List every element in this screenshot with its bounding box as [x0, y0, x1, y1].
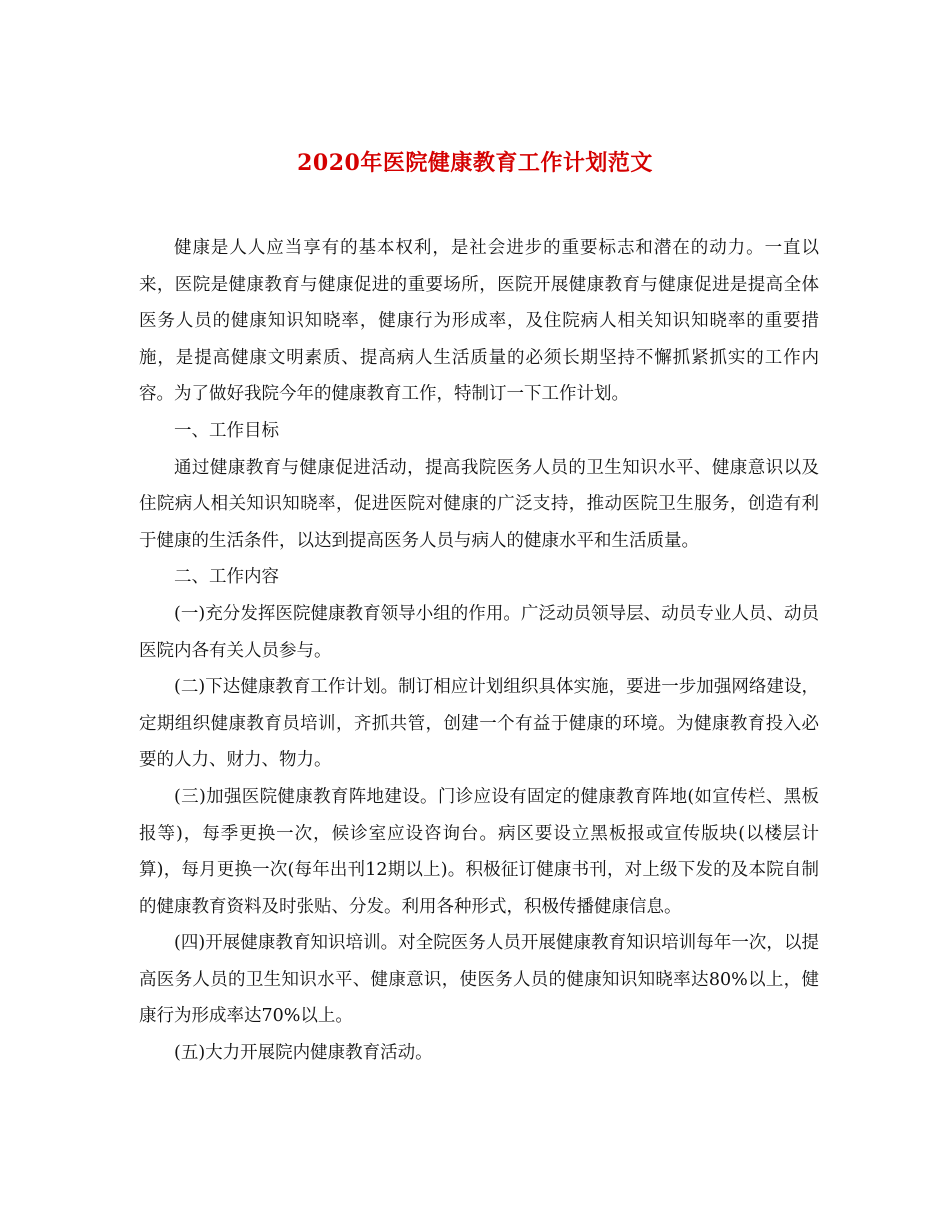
section-heading-content: 二、工作内容 [174, 567, 279, 588]
section-heading-goals: 一、工作目标 [174, 420, 279, 441]
paragraph-item-1: (一)充分发挥医院健康教育领导小组的作用。广泛动员领导层、动员专业人员、动员医院内各有关人员参与。 [139, 603, 819, 661]
paragraph-item-2: (二)下达健康教育工作计划。制订相应计划组织具体实施，要进一步加强网络建设，定期组织健康教育员培训，齐抓共管，创建一个有益于健康的环境。为健康教育投入必要的人力、财力、物力。 [139, 677, 819, 771]
document-title: 2020年医院健康教育工作计划范文 [297, 150, 653, 176]
paragraph-item-5: (五)大力开展院内健康教育活动。 [174, 1043, 433, 1064]
paragraph-item-4: (四)开展健康教育知识培训。对全院医务人员开展健康教育知识培训每年一次，以提高医务人员的卫生知识水平、健康意识，使医务人员的健康知识知晓率达80%以上，健康行为形成率达70%以上。 [139, 933, 819, 1027]
paragraph-item-3: (三)加强医院健康教育阵地建设。门诊应设有固定的健康教育阵地(如宣传栏、黑板报等)，每季更换一次，候诊室应设咨询台。病区要设立黑板报或宣传版块(以楼层计算)，每月更换一次(每年出刊12期以上)。积极征订健康书刊，对上级下发的及本院自制的健康教育资料及时张贴、分发。利用各种形式，积极传播健康信息。 [139, 786, 819, 917]
paragraph-intro: 健康是人人应当享有的基本权利，是社会进步的重要标志和潜在的动力。一直以来，医院是健康教育与健康促进的重要场所，医院开展健康教育与健康促进是提高全体医务人员的健康知识知晓率，健康行为形成率，及住院病人相关知识知晓率的重要措施，是提高健康文明素质、提高病人生活质量的必须长期坚持不懈抓紧抓实的工作内容。为了做好我院今年的健康教育工作，特制订一下工作计划。 [139, 238, 819, 405]
paragraph-goals: 通过健康教育与健康促进活动，提高我院医务人员的卫生知识水平、健康意识以及住院病人相关知识知晓率，促进医院对健康的广泛支持，推动医院卫生服务，创造有利于健康的生活条件，以达到提高医务人员与病人的健康水平和生活质量。 [139, 457, 819, 551]
document-body [139, 230, 819, 1072]
